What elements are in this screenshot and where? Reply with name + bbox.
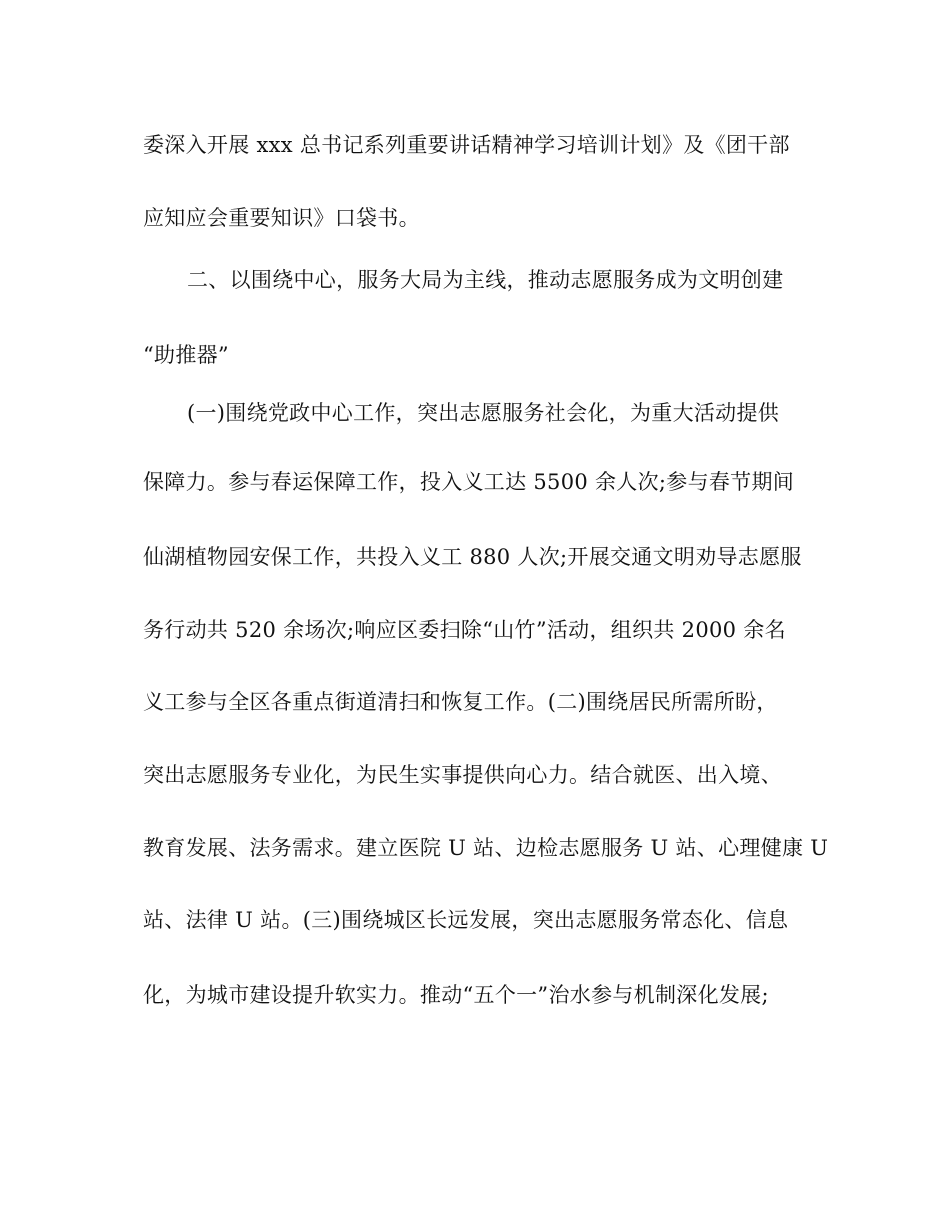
paragraph-line-1: 委深入开展 xxx 总书记系列重要讲话精神学习培训计划》及《团干部 <box>143 133 790 157</box>
paragraph-line-2: 应知应会重要知识》口袋书。 <box>143 206 420 230</box>
paragraph-line-11: 教育发展、法务需求。建立医院 U 站、边检志愿服务 U 站、心理健康 U <box>143 836 829 860</box>
paragraph-line-13: 化，为城市建设提升软实力。推动“五个一”治水参与机制深化发展; <box>143 983 769 1007</box>
paragraph-line-6: 保障力。参与春运保障工作，投入义工达 5500 余人次;参与春节期间 <box>143 470 795 494</box>
paragraph-line-7: 仙湖植物园安保工作，共投入义工 880 人次;开展交通文明劝导志愿服 <box>143 545 802 569</box>
section-heading-line-2: “助推器” <box>143 343 229 367</box>
section-heading-line-1: 二、以围绕中心，服务大局为主线，推动志愿服务成为文明创建 <box>187 268 784 292</box>
paragraph-line-9: 义工参与全区各重点街道清扫和恢复工作。(二)围绕居民所需所盼， <box>143 690 778 714</box>
paragraph-line-12: 站、法律 U 站。(三)围绕城区长远发展，突出志愿服务常态化、信息 <box>143 908 789 932</box>
paragraph-line-8: 务行动共 520 余场次;响应区委扫除“山竹”活动，组织共 2000 余名 <box>143 618 786 642</box>
paragraph-line-10: 突出志愿服务专业化，为民生实事提供向心力。结合就医、出入境、 <box>143 763 782 787</box>
paragraph-line-5: (一)围绕党政中心工作，突出志愿服务社会化，为重大活动提供 <box>187 401 780 425</box>
